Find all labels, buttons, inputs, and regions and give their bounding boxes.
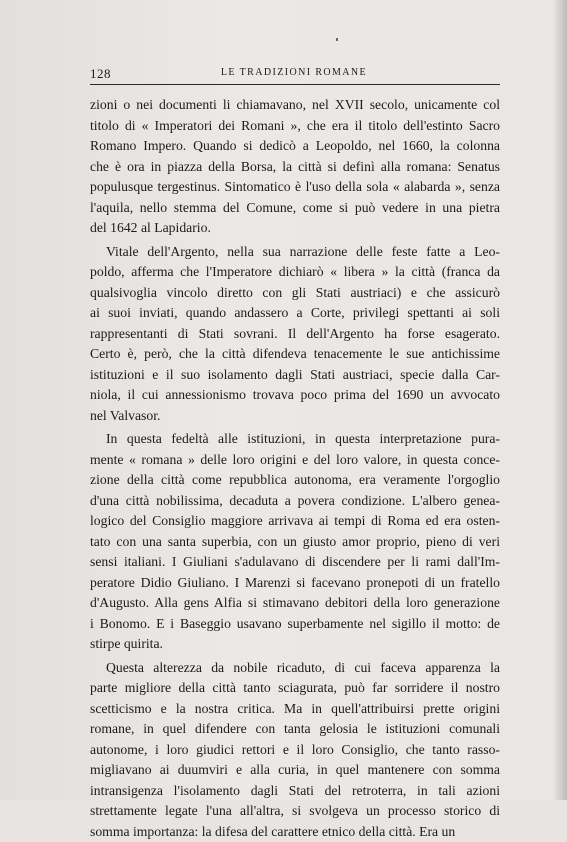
text-line: Vitale dell'Argento, nella sua narrazione delle feste fatte a Leo- bbox=[90, 242, 500, 263]
text-line: autonome, i loro giudici rettori e il loro Consiglio, che tanto rasso- bbox=[90, 740, 500, 761]
paragraph bbox=[90, 242, 500, 427]
page-number: 128 bbox=[90, 66, 111, 82]
header-rule bbox=[90, 84, 500, 85]
text-line: Certo è, però, che la città difendeva tenacemente le sue antichissime bbox=[90, 344, 500, 365]
text-line: scetticismo e la nostra critica. Ma in quell'attribuirsi prette origini bbox=[90, 699, 500, 720]
text-line: d'una città nobilissima, decaduta a povera condizione. L'albero genea- bbox=[90, 491, 500, 512]
text-line: In questa fedeltà alle istituzioni, in questa interpretazione pura- bbox=[90, 429, 500, 450]
paragraph bbox=[90, 429, 500, 655]
text-line: Questa alterezza da nobile ricaduto, di cui faceva apparenza la bbox=[90, 658, 500, 679]
text-line: ai suoi inviati, quando andassero a Corte, privilegi spettanti ai soli bbox=[90, 303, 500, 324]
text-line: niola, il cui annessionismo trovava poco prima del 1690 un avvocato bbox=[90, 385, 500, 406]
text-line: strettamente legate l'una all'altra, si svolgeva un processo storico di bbox=[90, 801, 500, 822]
text-line: Romano Impero. Quando si dedicò a Leopoldo, nel 1660, la colonna bbox=[90, 136, 500, 157]
text-line: nel Valvasor. bbox=[90, 406, 500, 427]
page-header bbox=[90, 66, 498, 82]
text-line: romane, in quel difendere con tanta gelosia le istituzioni comunali bbox=[90, 719, 500, 740]
text-line: del 1642 al Lapidario. bbox=[90, 218, 500, 239]
text-line: mente « romana » delle loro origini e del loro valore, in questa conce- bbox=[90, 450, 500, 471]
text-line: peratore Didio Giuliano. I Marenzi si facevano pronepoti di un fratello bbox=[90, 573, 500, 594]
text-line: i Bonomo. E i Baseggio usavano superbamente nel sigillo il motto: de bbox=[90, 614, 500, 635]
text-line: l'aquila, nello stemma del Comune, come si può vedere in una pietra bbox=[90, 198, 500, 219]
running-head: LE TRADIZIONI ROMANE bbox=[90, 67, 498, 78]
body-text bbox=[90, 95, 500, 842]
text-line: sensi italiani. I Giuliani s'adulavano di discendere per li rami dall'Im- bbox=[90, 552, 500, 573]
text-line: zione della città come repubblica autonoma, era veramente l'orgoglio bbox=[90, 470, 500, 491]
text-line: istituzioni e il suo isolamento dagli Stati austriaci, specie dalla Car- bbox=[90, 365, 500, 386]
paragraph bbox=[90, 658, 500, 842]
text-line: somma importanza: la difesa del carattere etnico della città. Era un bbox=[90, 822, 500, 842]
paragraph bbox=[90, 95, 500, 239]
text-line: rappresentanti di Stati sovrani. Il dell'Argento ha forse esagerato. bbox=[90, 324, 500, 345]
text-line: tato con una santa superbia, con un giusto amor proprio, pieno di veri bbox=[90, 532, 500, 553]
text-line: che è ora in piazza della Borsa, la città si definì alla romana: Senatus bbox=[90, 157, 500, 178]
text-line: intransigenza l'isolamento dagli Stati del retroterra, in tali azioni bbox=[90, 781, 500, 802]
text-line: zioni o nei documenti li chiamavano, nel XVII secolo, unicamente col bbox=[90, 95, 500, 116]
page-edge-shadow bbox=[553, 0, 567, 800]
ink-speck bbox=[336, 38, 338, 41]
text-line: qualsivoglia vincolo diretto con gli Stati austriaci) e che assicurò bbox=[90, 283, 500, 304]
text-line: d'Augusto. Alla gens Alfia si stimavano debitori della loro generazione bbox=[90, 593, 500, 614]
text-line: logico del Consiglio maggiore arrivava ai tempi di Roma ed era osten- bbox=[90, 511, 500, 532]
text-line: titolo di « Imperatori dei Romani », che era il titolo dell'estinto Sacro bbox=[90, 116, 500, 137]
text-line: migliavano ai duumviri e alla curia, in quel mantenere con somma bbox=[90, 760, 500, 781]
text-line: stirpe quirita. bbox=[90, 634, 500, 655]
text-line: parte migliore della città tanto sciagurata, può far sorridere il nostro bbox=[90, 678, 500, 699]
text-line: populusque tergestinus. Sintomatico è l'uso della sola « alabarda », senza bbox=[90, 177, 500, 198]
text-line: poldo, afferma che l'Imperatore dichiarò « libera » la città (franca da bbox=[90, 262, 500, 283]
